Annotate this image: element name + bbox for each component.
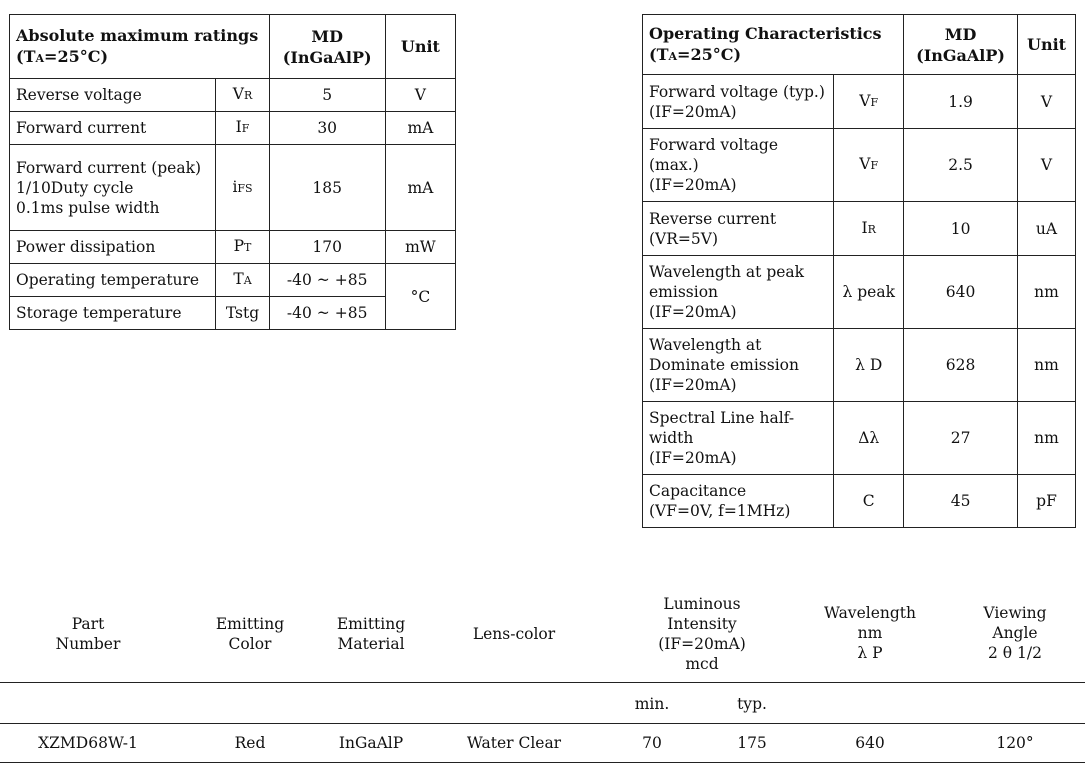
value: 27 xyxy=(904,402,1018,475)
value: 170 xyxy=(269,231,385,264)
symbol: C xyxy=(834,475,904,528)
unit: V xyxy=(1018,75,1076,129)
symbol: iFS xyxy=(216,145,269,231)
viewing-angle-value: 120° xyxy=(996,734,1034,752)
symbol: λ D xyxy=(834,329,904,402)
header-emitting-color: Emitting Color xyxy=(215,615,285,653)
table-row xyxy=(10,112,456,145)
lens-color-value: Water Clear xyxy=(466,734,562,752)
param-name: Forward voltage (max.) xyxy=(649,136,779,174)
table-row xyxy=(643,329,1076,402)
unit: pF xyxy=(1018,475,1076,528)
symbol: Δλ xyxy=(834,402,904,475)
unit: nm xyxy=(1018,402,1076,475)
value: 45 xyxy=(904,475,1018,528)
value: 2.5 xyxy=(904,129,1018,202)
param-condition: (IF=20mA) xyxy=(649,102,737,121)
abs-header-unit: Unit xyxy=(385,15,455,79)
unit: uA xyxy=(1018,202,1076,256)
value: 30 xyxy=(269,112,385,145)
value: -40 ~ +85 xyxy=(269,264,385,297)
abs-table-title: Absolute maximum ratings xyxy=(16,25,259,45)
header-wavelength: Wavelength nm λ P xyxy=(823,604,916,662)
abs-table-condition: (TA=25°C) xyxy=(16,46,109,66)
table-row xyxy=(643,129,1076,202)
intensity-typ-value: 175 xyxy=(737,734,767,752)
header-emitting-material: Emitting Material xyxy=(336,615,406,653)
param-name: Forward voltage (typ.) xyxy=(649,82,825,101)
param-condition: (IF=20mA) xyxy=(649,376,737,394)
param-cell xyxy=(643,75,834,129)
op-header-unit: Unit xyxy=(1018,15,1076,75)
emitting-material-value: InGaAlP xyxy=(338,734,404,752)
table-bottom-rule xyxy=(0,762,1085,763)
operating-characteristics-table xyxy=(642,14,1076,528)
value: 640 xyxy=(904,256,1018,329)
unit: nm xyxy=(1018,256,1076,329)
subheader-typ: typ. xyxy=(737,695,767,713)
value: 1.9 xyxy=(904,75,1018,129)
symbol: IR xyxy=(834,202,904,256)
symbol: VF xyxy=(834,75,904,129)
symbol: Tstg xyxy=(216,297,269,330)
param-cell xyxy=(643,256,834,329)
unit: V xyxy=(385,79,455,112)
unit: mW xyxy=(385,231,455,264)
param-cell xyxy=(643,329,834,402)
header-viewing-angle: Viewing Angle 2 θ 1/2 xyxy=(983,604,1047,662)
part-number-value: XZMD68W-1 xyxy=(38,734,138,752)
op-header-md: MD (InGaAlP) xyxy=(904,15,1018,75)
param-cell xyxy=(643,202,834,256)
param-condition: (IF=20mA) xyxy=(649,303,737,321)
subheader-divider xyxy=(0,723,1085,724)
table-row xyxy=(643,475,1076,528)
header-lens-color: Lens-color xyxy=(472,625,556,643)
param-cell xyxy=(643,129,834,202)
unit: V xyxy=(1018,129,1076,202)
param-condition: (IF=20mA) xyxy=(649,176,737,194)
op-table-title: Operating Characteristics xyxy=(649,23,882,43)
table-row xyxy=(643,256,1076,329)
symbol: PT xyxy=(216,231,269,264)
abs-table-title-cell xyxy=(10,15,270,79)
part-number-table xyxy=(0,590,1085,767)
value: -40 ~ +85 xyxy=(269,297,385,330)
intensity-min-value: 70 xyxy=(642,734,662,752)
param-condition: (VR=5V) xyxy=(649,229,719,248)
absolute-max-ratings-table xyxy=(9,14,456,330)
param-name: Power dissipation xyxy=(10,231,216,264)
header-luminous-intensity: Luminous Intensity (IF=20mA) mcd xyxy=(658,595,746,673)
param-name: Wavelength at Dominate emission xyxy=(649,336,799,374)
param-name: Reverse current xyxy=(649,209,777,228)
symbol: IF xyxy=(216,112,269,145)
param-cell xyxy=(643,402,834,475)
symbol: λ peak xyxy=(834,256,904,329)
symbol: TA xyxy=(216,264,269,297)
param-name: Reverse voltage xyxy=(10,79,216,112)
table-row xyxy=(643,75,1076,129)
unit: nm xyxy=(1018,329,1076,402)
emitting-color-value: Red xyxy=(234,734,266,752)
table-row xyxy=(643,202,1076,256)
param-cell xyxy=(643,475,834,528)
unit: mA xyxy=(385,112,455,145)
param-name: Operating temperature xyxy=(10,264,216,297)
unit: mA xyxy=(385,145,455,231)
symbol: VR xyxy=(216,79,269,112)
param-name: Forward current xyxy=(10,112,216,145)
param-name: Forward current (peak) 1/10Duty cycle 0.1ms pulse width xyxy=(10,145,216,231)
abs-header-md: MD (InGaAlP) xyxy=(269,15,385,79)
param-condition: (VF=0V, f=1MHz) xyxy=(649,502,791,520)
unit: °C xyxy=(385,264,455,330)
value: 185 xyxy=(269,145,385,231)
param-name: Capacitance xyxy=(649,482,747,500)
param-name: Storage temperature xyxy=(10,297,216,330)
table-row xyxy=(10,264,456,297)
param-condition: (IF=20mA) xyxy=(649,449,737,467)
header-part-number: Part Number xyxy=(55,615,121,653)
header-divider xyxy=(0,682,1085,683)
value: 5 xyxy=(269,79,385,112)
wavelength-value: 640 xyxy=(855,734,885,752)
table-row xyxy=(10,79,456,112)
value: 10 xyxy=(904,202,1018,256)
param-name: Spectral Line half- width xyxy=(649,409,795,447)
op-table-title-cell xyxy=(643,15,904,75)
table-row xyxy=(643,402,1076,475)
symbol: VF xyxy=(834,129,904,202)
param-name: Wavelength at peak emission xyxy=(649,263,805,301)
op-table-condition: (TA=25°C) xyxy=(649,44,742,64)
table-row xyxy=(10,145,456,231)
table-row xyxy=(10,231,456,264)
value: 628 xyxy=(904,329,1018,402)
subheader-min: min. xyxy=(634,695,670,713)
